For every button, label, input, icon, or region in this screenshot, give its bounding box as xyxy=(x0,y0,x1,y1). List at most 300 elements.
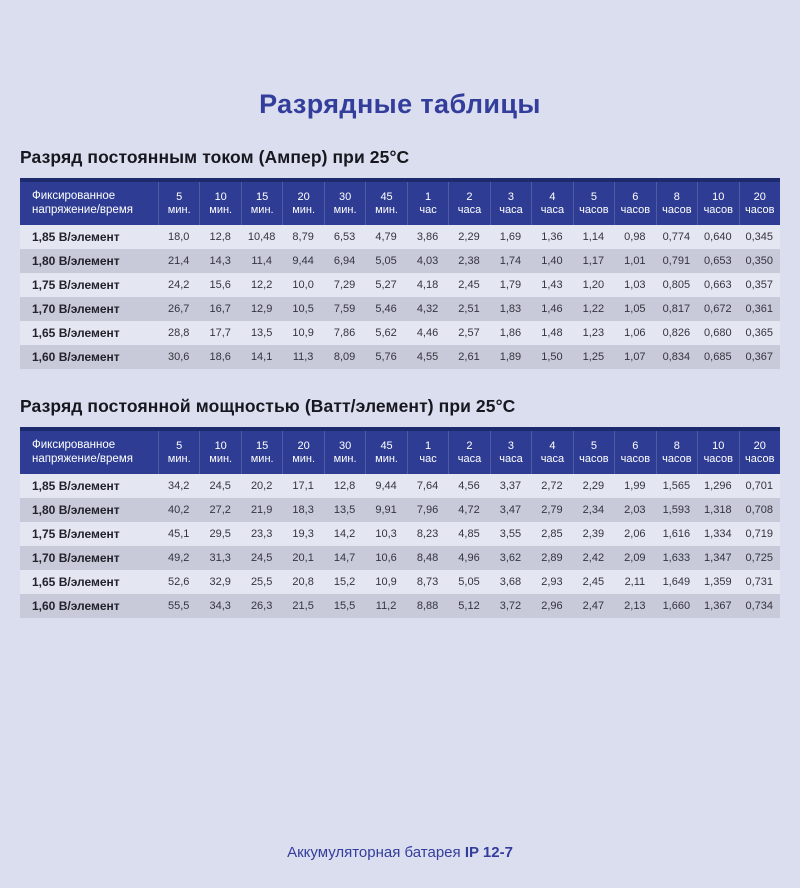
time-column-header xyxy=(490,182,531,225)
cell-value: 12,9 xyxy=(250,303,273,315)
cell-value: 4,96 xyxy=(458,552,480,564)
time-value: 4 xyxy=(549,439,556,452)
time-column-header xyxy=(739,431,780,474)
time-unit: мин. xyxy=(209,203,233,216)
row-label: 1,60 В/элемент xyxy=(32,599,120,613)
cell-value: 16,7 xyxy=(209,303,231,315)
cell-value: 0,98 xyxy=(624,231,646,243)
cell-value: 6,94 xyxy=(333,255,356,267)
time-value: 15 xyxy=(256,439,269,452)
cell-value: 1,07 xyxy=(624,351,646,363)
cell-value: 4,03 xyxy=(416,255,439,267)
cell-value: 26,7 xyxy=(168,303,190,315)
cell-value: 8,79 xyxy=(292,231,314,243)
time-value: 8 xyxy=(673,190,680,203)
cell-value: 1,616 xyxy=(662,528,691,540)
cell-value: 40,2 xyxy=(168,504,190,516)
cell-value: 17,1 xyxy=(292,480,314,492)
cell-value: 0,834 xyxy=(662,351,691,363)
time-unit: часа xyxy=(540,452,565,465)
cell-value: 0,663 xyxy=(704,279,732,291)
time-value: 2 xyxy=(466,190,473,203)
cell-value: 12,8 xyxy=(209,231,231,243)
row-label: 1,85 В/элемент xyxy=(32,230,120,244)
time-value: 45 xyxy=(380,190,393,203)
cell-value: 10,9 xyxy=(375,576,397,588)
time-unit: часов xyxy=(745,203,775,216)
cell-value: 1,367 xyxy=(704,600,732,612)
cell-value: 0,672 xyxy=(704,303,732,315)
time-unit: часа xyxy=(499,452,523,465)
cell-value: 0,367 xyxy=(745,351,774,363)
time-column-header xyxy=(697,431,738,474)
cell-value: 45,1 xyxy=(168,528,190,540)
table-row xyxy=(20,273,780,297)
time-value: 10 xyxy=(214,439,227,452)
cell-value: 7,64 xyxy=(416,480,439,492)
time-unit: часов xyxy=(620,452,651,465)
cell-value: 0,640 xyxy=(704,231,732,243)
cell-value: 1,05 xyxy=(624,303,646,315)
cell-value: 18,0 xyxy=(168,231,190,243)
cell-value: 5,05 xyxy=(375,255,397,267)
table-header-row xyxy=(20,431,780,474)
time-unit: мин. xyxy=(167,203,191,216)
cell-value: 5,46 xyxy=(375,303,397,315)
cell-value: 1,36 xyxy=(541,231,563,243)
cell-value: 1,69 xyxy=(499,231,522,243)
cell-value: 3,37 xyxy=(499,480,522,492)
cell-value: 1,22 xyxy=(582,303,605,315)
cell-value: 14,1 xyxy=(250,351,273,363)
row-label: 1,75 В/элемент xyxy=(32,278,120,292)
cell-value: 7,86 xyxy=(333,327,356,339)
power-discharge-section xyxy=(20,396,780,618)
time-value: 5 xyxy=(176,439,183,452)
cell-value: 2,85 xyxy=(541,528,563,540)
cell-value: 10,5 xyxy=(292,303,314,315)
cell-value: 0,365 xyxy=(745,327,774,339)
cell-value: 29,5 xyxy=(209,528,231,540)
time-unit: мин. xyxy=(250,452,274,465)
cell-value: 10,6 xyxy=(375,552,397,564)
time-value: 4 xyxy=(549,190,556,203)
row-label: 1,65 В/элемент xyxy=(32,575,120,589)
cell-value: 4,85 xyxy=(458,528,480,540)
row-label: 1,75 В/элемент xyxy=(32,527,120,541)
cell-value: 10,48 xyxy=(247,231,276,243)
cell-value: 1,43 xyxy=(541,279,563,291)
table-row xyxy=(20,594,780,618)
cell-value: 17,7 xyxy=(209,327,231,339)
time-value: 5 xyxy=(590,190,597,203)
time-column-header xyxy=(199,182,240,225)
time-value: 45 xyxy=(380,439,393,452)
cell-value: 3,68 xyxy=(499,576,522,588)
cell-value: 0,350 xyxy=(745,255,774,267)
page-title: Разрядные таблицы xyxy=(259,89,541,119)
cell-value: 1,25 xyxy=(582,351,605,363)
time-column-header xyxy=(614,431,655,474)
section-title-current: Разряд постоянным током (Ампер) при 25°C xyxy=(20,147,410,167)
cell-value: 1,593 xyxy=(662,504,691,516)
time-value: 20 xyxy=(753,439,766,452)
time-column-header xyxy=(531,431,572,474)
time-value: 1 xyxy=(424,190,432,203)
cell-value: 8,23 xyxy=(416,528,439,540)
time-unit: час xyxy=(419,452,437,465)
time-value: 10 xyxy=(712,190,725,203)
cell-value: 1,89 xyxy=(499,351,522,363)
cell-value: 15,5 xyxy=(333,600,356,612)
table-row xyxy=(20,249,780,273)
cell-value: 0,805 xyxy=(662,279,691,291)
cell-value: 15,2 xyxy=(333,576,356,588)
time-column-header xyxy=(448,431,489,474)
cell-value: 8,88 xyxy=(416,600,439,612)
time-value: 30 xyxy=(338,439,352,452)
cell-value: 3,72 xyxy=(499,600,522,612)
cell-value: 7,29 xyxy=(333,279,356,291)
cell-value: 14,2 xyxy=(333,528,356,540)
battery-model: IP 12-7 xyxy=(464,844,513,861)
cell-value: 1,06 xyxy=(624,327,646,339)
time-unit: мин. xyxy=(209,452,233,465)
cell-value: 2,06 xyxy=(624,528,646,540)
cell-value: 0,357 xyxy=(745,279,774,291)
cell-value: 2,51 xyxy=(458,303,480,315)
cell-value: 1,01 xyxy=(624,255,646,267)
cell-value: 1,86 xyxy=(499,327,522,339)
row-label: 1,70 В/элемент xyxy=(32,551,120,565)
cell-value: 2,89 xyxy=(541,552,563,564)
time-unit: часа xyxy=(457,203,482,216)
cell-value: 2,11 xyxy=(624,576,646,588)
cell-value: 5,62 xyxy=(375,327,397,339)
cell-value: 2,34 xyxy=(582,504,605,516)
cell-value: 10,0 xyxy=(292,279,314,291)
cell-value: 3,86 xyxy=(416,231,439,243)
row-label: 1,80 В/элемент xyxy=(32,503,120,517)
cell-value: 21,5 xyxy=(292,600,314,612)
cell-value: 1,20 xyxy=(582,279,605,291)
cell-value: 2,57 xyxy=(458,327,480,339)
time-column-header xyxy=(573,182,614,225)
cell-value: 2,39 xyxy=(582,528,605,540)
table-row xyxy=(20,474,780,498)
cell-value: 14,7 xyxy=(333,552,356,564)
time-column-header xyxy=(573,431,614,474)
time-value: 6 xyxy=(632,190,639,203)
time-unit: мин. xyxy=(333,203,357,216)
cell-value: 1,17 xyxy=(582,255,605,267)
cell-value: 3,47 xyxy=(499,504,522,516)
time-column-header xyxy=(241,431,282,474)
cell-value: 4,72 xyxy=(458,504,480,516)
cell-value: 3,62 xyxy=(499,552,522,564)
cell-value: 24,2 xyxy=(168,279,190,291)
time-column-header xyxy=(282,431,323,474)
cell-value: 24,5 xyxy=(250,552,273,564)
cell-value: 2,79 xyxy=(541,504,563,516)
time-column-header xyxy=(199,431,240,474)
cell-value: 1,99 xyxy=(624,480,646,492)
cell-value: 25,5 xyxy=(250,576,273,588)
row-label: 1,70 В/элемент xyxy=(32,302,120,316)
cell-value: 1,633 xyxy=(662,552,691,564)
cell-value: 10,9 xyxy=(292,327,314,339)
cell-value: 19,3 xyxy=(292,528,314,540)
cell-value: 7,59 xyxy=(333,303,356,315)
time-column-header xyxy=(365,431,406,474)
cell-value: 0,719 xyxy=(745,528,774,540)
time-value: 20 xyxy=(753,190,766,203)
footer-text: Аккумуляторная батарея xyxy=(287,844,465,861)
time-value: 2 xyxy=(466,439,473,452)
cell-value: 27,2 xyxy=(209,504,231,516)
cell-value: 32,9 xyxy=(209,576,231,588)
cell-value: 8,48 xyxy=(416,552,439,564)
table-row xyxy=(20,225,780,249)
cell-value: 1,660 xyxy=(662,600,691,612)
cell-value: 1,296 xyxy=(704,480,732,492)
time-unit: мин. xyxy=(292,452,316,465)
cell-value: 1,48 xyxy=(541,327,563,339)
time-unit: часов xyxy=(579,203,609,216)
fixed-voltage-time-header: Фиксированное напряжение/время xyxy=(32,190,133,216)
current-discharge-section xyxy=(20,147,780,369)
time-unit: час xyxy=(419,203,437,216)
time-value: 8 xyxy=(673,439,680,452)
cell-value: 4,32 xyxy=(416,303,439,315)
table-row xyxy=(20,498,780,522)
cell-value: 0,734 xyxy=(745,600,774,612)
time-value: 1 xyxy=(424,439,432,452)
time-column-header xyxy=(365,182,406,225)
cell-value: 2,03 xyxy=(624,504,646,516)
table-row xyxy=(20,345,780,369)
cell-value: 2,09 xyxy=(624,552,646,564)
cell-value: 4,55 xyxy=(416,351,439,363)
cell-value: 7,96 xyxy=(416,504,439,516)
time-value: 10 xyxy=(214,190,227,203)
cell-value: 28,8 xyxy=(168,327,190,339)
cell-value: 30,6 xyxy=(168,351,190,363)
cell-value: 2,38 xyxy=(458,255,480,267)
cell-value: 2,42 xyxy=(582,552,605,564)
cell-value: 0,826 xyxy=(662,327,691,339)
table-row xyxy=(20,522,780,546)
cell-value: 12,2 xyxy=(250,279,273,291)
cell-value: 0,817 xyxy=(662,303,691,315)
time-unit: мин. xyxy=(375,452,398,465)
time-unit: часа xyxy=(457,452,482,465)
time-column-header xyxy=(324,431,365,474)
cell-value: 0,731 xyxy=(745,576,774,588)
cell-value: 1,359 xyxy=(704,576,732,588)
cell-value: 0,708 xyxy=(745,504,774,516)
cell-value: 18,6 xyxy=(209,351,231,363)
cell-value: 4,56 xyxy=(458,480,480,492)
cell-value: 2,45 xyxy=(582,576,605,588)
cell-value: 21,4 xyxy=(168,255,190,267)
row-label: 1,65 В/элемент xyxy=(32,326,120,340)
cell-value: 10,3 xyxy=(375,528,397,540)
cell-value: 13,5 xyxy=(333,504,356,516)
table-row xyxy=(20,297,780,321)
cell-value: 2,96 xyxy=(541,600,563,612)
cell-value: 52,6 xyxy=(168,576,190,588)
cell-value: 5,12 xyxy=(458,600,480,612)
time-column-header xyxy=(158,182,199,225)
cell-value: 15,6 xyxy=(209,279,231,291)
cell-value: 0,680 xyxy=(704,327,732,339)
cell-value: 1,14 xyxy=(582,231,605,243)
time-column-header xyxy=(407,182,448,225)
cell-value: 2,61 xyxy=(458,351,480,363)
cell-value: 49,2 xyxy=(168,552,190,564)
cell-value: 20,8 xyxy=(292,576,314,588)
time-unit: мин. xyxy=(167,452,191,465)
time-column-header xyxy=(656,431,697,474)
cell-value: 0,791 xyxy=(662,255,691,267)
section-title-power: Разряд постоянной мощностью (Ватт/элемент) при 25°C xyxy=(20,396,516,416)
time-value: 5 xyxy=(176,190,183,203)
cell-value: 1,649 xyxy=(662,576,691,588)
time-value: 6 xyxy=(632,439,639,452)
cell-value: 1,334 xyxy=(704,528,732,540)
cell-value: 1,318 xyxy=(704,504,732,516)
cell-value: 0,701 xyxy=(745,480,774,492)
time-unit: часов xyxy=(662,452,692,465)
cell-value: 31,3 xyxy=(209,552,231,564)
cell-value: 8,73 xyxy=(416,576,439,588)
time-unit: часов xyxy=(703,452,734,465)
cell-value: 1,565 xyxy=(662,480,691,492)
time-value: 20 xyxy=(297,439,310,452)
cell-value: 2,13 xyxy=(624,600,646,612)
time-unit: мин. xyxy=(292,203,316,216)
cell-value: 24,5 xyxy=(209,480,231,492)
fixed-voltage-time-header: Фиксированное напряжение/время xyxy=(32,439,133,465)
time-unit: мин. xyxy=(375,203,398,216)
cell-value: 0,725 xyxy=(745,552,774,564)
cell-value: 11,4 xyxy=(251,255,272,267)
cell-value: 1,46 xyxy=(541,303,563,315)
cell-value: 26,3 xyxy=(250,600,273,612)
cell-value: 2,45 xyxy=(458,279,480,291)
time-unit: часов xyxy=(703,203,734,216)
time-unit: часов xyxy=(745,452,775,465)
cell-value: 4,18 xyxy=(416,279,439,291)
cell-value: 0,653 xyxy=(704,255,732,267)
row-label: 1,80 В/элемент xyxy=(32,254,120,268)
cell-value: 1,50 xyxy=(541,351,563,363)
table-header-row xyxy=(20,182,780,225)
time-column-header xyxy=(739,182,780,225)
cell-value: 3,55 xyxy=(499,528,522,540)
cell-value: 6,53 xyxy=(333,231,356,243)
cell-value: 9,44 xyxy=(292,255,314,267)
table-row xyxy=(20,321,780,345)
time-unit: часов xyxy=(620,203,651,216)
cell-value: 5,05 xyxy=(458,576,480,588)
cell-value: 20,1 xyxy=(292,552,314,564)
cell-value: 1,03 xyxy=(624,279,646,291)
cell-value: 1,83 xyxy=(499,303,522,315)
cell-value: 8,09 xyxy=(333,351,356,363)
time-value: 3 xyxy=(507,439,515,452)
cell-value: 21,9 xyxy=(250,504,273,516)
cell-value: 1,79 xyxy=(499,279,522,291)
power-discharge-table xyxy=(20,427,780,618)
cell-value: 1,347 xyxy=(704,552,732,564)
cell-value: 0,774 xyxy=(662,231,691,243)
footer xyxy=(0,844,800,861)
time-value: 3 xyxy=(507,190,515,203)
time-value: 10 xyxy=(712,439,725,452)
time-unit: часа xyxy=(499,203,523,216)
time-value: 30 xyxy=(338,190,352,203)
time-column-header xyxy=(324,182,365,225)
cell-value: 1,74 xyxy=(499,255,522,267)
time-unit: часов xyxy=(579,452,609,465)
cell-value: 5,76 xyxy=(375,351,397,363)
row-label: 1,60 В/элемент xyxy=(32,350,120,364)
time-unit: мин. xyxy=(250,203,274,216)
cell-value: 4,46 xyxy=(416,327,439,339)
cell-value: 34,2 xyxy=(168,480,190,492)
table-row xyxy=(20,570,780,594)
cell-value: 34,3 xyxy=(209,600,231,612)
cell-value: 9,91 xyxy=(375,504,397,516)
time-value: 5 xyxy=(590,439,597,452)
row-label: 1,85 В/элемент xyxy=(32,479,120,493)
cell-value: 1,40 xyxy=(541,255,563,267)
time-unit: мин. xyxy=(333,452,357,465)
time-column-header xyxy=(282,182,323,225)
time-value: 15 xyxy=(256,190,269,203)
time-column-header xyxy=(490,431,531,474)
datasheet-page xyxy=(0,88,800,888)
cell-value: 2,47 xyxy=(582,600,605,612)
time-column-header xyxy=(656,182,697,225)
time-column-header xyxy=(407,431,448,474)
time-unit: часов xyxy=(662,203,692,216)
time-value: 20 xyxy=(297,190,310,203)
time-column-header xyxy=(697,182,738,225)
time-column-header xyxy=(448,182,489,225)
time-column-header xyxy=(241,182,282,225)
cell-value: 2,72 xyxy=(541,480,563,492)
cell-value: 4,79 xyxy=(375,231,397,243)
cell-value: 11,3 xyxy=(292,351,314,363)
cell-value: 18,3 xyxy=(292,504,314,516)
cell-value: 14,3 xyxy=(209,255,231,267)
cell-value: 2,29 xyxy=(582,480,605,492)
cell-value: 0,685 xyxy=(704,351,732,363)
cell-value: 13,5 xyxy=(250,327,273,339)
cell-value: 9,44 xyxy=(375,480,397,492)
time-unit: часа xyxy=(540,203,565,216)
time-column-header xyxy=(158,431,199,474)
cell-value: 1,23 xyxy=(582,327,605,339)
time-column-header xyxy=(531,182,572,225)
cell-value: 0,345 xyxy=(745,231,774,243)
cell-value: 5,27 xyxy=(375,279,397,291)
current-discharge-table xyxy=(20,178,780,369)
cell-value: 2,93 xyxy=(541,576,563,588)
